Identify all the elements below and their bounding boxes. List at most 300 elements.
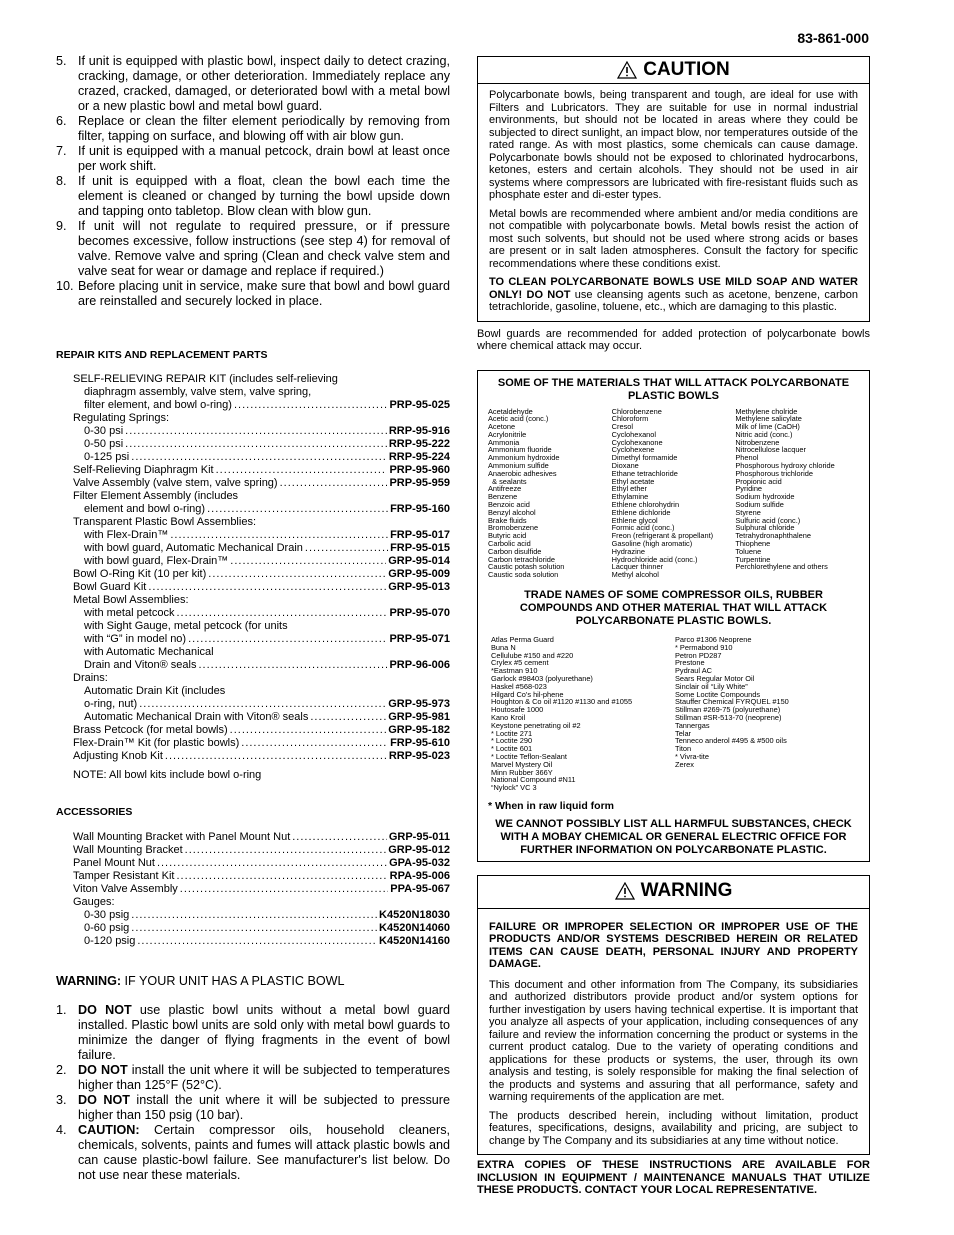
part-row [73, 386, 450, 399]
part-label: filter element, and bowl o-ring) [84, 399, 232, 411]
part-number: GRP-95-973 [388, 698, 450, 710]
part-label: 0-120 psig [84, 935, 136, 947]
item-number: 2. [56, 1063, 67, 1077]
dot-leader [185, 844, 387, 857]
materials-col-1 [488, 408, 612, 580]
material-item: Phenol [735, 453, 759, 463]
caution-title [478, 57, 869, 84]
part-label: 0-125 psi [84, 451, 130, 463]
dot-leader [131, 909, 377, 922]
part-label: 0-30 psi [84, 425, 124, 437]
part-number: FRP-95-610 [390, 737, 450, 749]
dot-leader [292, 831, 387, 844]
part-label: element and bowl o-ring) [84, 503, 206, 515]
dot-leader [125, 425, 387, 438]
materials-list [488, 408, 859, 580]
trade-name-item: Minn Rubber 366Y [491, 767, 553, 777]
part-number: RRP-95-023 [388, 750, 450, 762]
dot-leader [305, 542, 388, 555]
material-item: Methylene cholride [735, 406, 798, 416]
trade-name-item: * Vivra-tite [675, 751, 709, 761]
part-row [73, 685, 450, 698]
bowl-guards-note: Bowl guards are recommended for added protection of polycarbonate bowls where chemical attack may occur. [477, 327, 870, 352]
caution-body [478, 84, 869, 321]
part-label: Metal Bowl Assemblies: [73, 594, 189, 606]
material-item: Ethlene chlorohydrin [611, 500, 680, 510]
material-item: Ethyl ether [611, 484, 648, 494]
material-item: Acetone [488, 422, 516, 432]
dot-leader [165, 750, 387, 763]
part-number: GRP-95-011 [388, 831, 450, 843]
material-item: Sulphural chloride [735, 523, 795, 533]
part-row [73, 896, 450, 909]
part-row [73, 529, 450, 542]
part-number: FRP-95-017 [390, 529, 450, 541]
maintenance-steps [56, 54, 450, 309]
trade-name-item: Garlock #98403 (polyurethane) [491, 674, 593, 684]
maintenance-step [56, 219, 450, 279]
material-item: Chloroform [611, 414, 649, 424]
part-row [73, 399, 450, 412]
material-item: Carbon disulfide [488, 546, 542, 556]
dot-leader [310, 711, 386, 724]
part-label: Drain and Viton® seals [84, 659, 197, 671]
material-item: Phosphorous hydroxy chloride [735, 461, 835, 471]
dot-leader [125, 438, 387, 451]
part-number: RRP-95-916 [388, 425, 450, 437]
part-label: Automatic Drain Kit (includes [84, 685, 226, 697]
caution-clean-text: use cleansing agents such as acetone, benzene, carbon tetrachloride, gasoline, toluene, etc., which are damaging to this plastic. [489, 288, 859, 313]
material-item: Cyclohexanone [611, 437, 663, 447]
trade-names-title: TRADE NAMES OF SOME COMPRESSOR OILS, RUBBER COMPOUNDS AND OTHER MATERIAL THAT WILL ATTACK POLYCARBONATE PLASTIC BOWLS. [519, 589, 828, 628]
material-item: Sodium sulfide [735, 500, 784, 510]
dot-leader [131, 451, 387, 464]
material-item: Nitrobenzene [735, 437, 780, 447]
dot-leader [139, 698, 386, 711]
dot-leader [148, 581, 386, 594]
part-row [73, 844, 450, 857]
dot-leader [216, 464, 388, 477]
part-row [73, 922, 450, 935]
step-text: Replace or clean the filter element periodically by removing from filter, tapping on surface, and blowing off with air blow gun. [78, 114, 450, 143]
material-item: Anaerobic adhesives [488, 468, 557, 478]
part-row [73, 594, 450, 607]
material-item: Cyclohexene [611, 445, 655, 455]
item-number: 3. [56, 1093, 67, 1107]
dot-leader [230, 724, 387, 737]
item-text: Certain compressor oils, household cleaners, chemicals, solvents, paints and fumes will attack plastic bowls and can cause plastic-bowl failure. See manufacturer's list below. Do not use near these materials. [78, 1123, 450, 1182]
warning-paragraph-2: The products described herein, including without limitation, product features, specifications, designs, availability and pricing, are subject to change by The Company and its subsidiaries at any time without notice. [489, 1109, 858, 1147]
part-number: K4520N14160 [379, 935, 450, 947]
trade-name-item: * Loctite 601 [491, 744, 533, 754]
material-item: Ammonia [488, 437, 520, 447]
maintenance-step [56, 54, 450, 114]
trade-name-item: National Compound #N11 [491, 775, 576, 785]
dot-leader [137, 935, 377, 948]
warning-paragraph-1: This document and other information from The Company, its subsidiaries and authorized distributors provide product and/or system options for further investigation by users having technical expertise. It is important that you analyze all aspects of your application, including consequences of any failure and review the information concerning the product or systems in the current product catalog. Due to the variety of operating conditions and applications for these products or systems, the user, through its own analysis and testing, is solely responsible for making the final selection of the products and systems and assuring that all performance, safety and warning requirements of the application are met. [489, 978, 858, 1104]
part-row [73, 464, 450, 477]
accessories-heading: ACCESSORIES [56, 806, 133, 818]
material-item: Nitrocellulose lacquer [735, 445, 806, 455]
material-item: Antifreeze [488, 484, 522, 494]
part-label: Valve Assembly (valve stem, valve spring) [73, 477, 278, 489]
maintenance-step [56, 279, 450, 309]
trade-name-item: Cellulube #150 and #220 [491, 650, 574, 660]
part-number: PRP-95-070 [389, 607, 450, 619]
warning-triangle-icon [615, 882, 635, 900]
part-row [73, 870, 450, 883]
warning-text: IF YOUR UNIT HAS A PLASTIC BOWL [121, 974, 345, 988]
part-row [73, 646, 450, 659]
part-label: with Automatic Mechanical [84, 646, 214, 658]
part-label: with Flex-Drain™ [84, 529, 169, 541]
part-label: Gauges: [73, 896, 115, 908]
trade-name-item: Zerex [675, 759, 694, 769]
part-row [73, 542, 450, 555]
part-row [73, 503, 450, 516]
trade-name-item: Buna N [491, 642, 516, 652]
part-number: GRP-95-014 [388, 555, 450, 567]
trade-name-item: Kano Kroil [491, 713, 526, 722]
part-label: o-ring, nut) [84, 698, 138, 710]
material-item: Benzene [488, 492, 518, 502]
part-number: PRP-95-071 [389, 633, 450, 645]
bowl-kits-note: NOTE: All bowl kits include bowl o-ring [73, 769, 262, 781]
step-number: 5. [56, 54, 67, 68]
part-row [73, 438, 450, 451]
part-row [73, 659, 450, 672]
trade-name-item: *Eastman 910 [491, 666, 538, 676]
warning-title [478, 876, 869, 909]
dot-leader [170, 529, 388, 542]
material-item: Propionic acid [735, 476, 782, 486]
item-text: install the unit where it will be subjected to temperatures higher than 125°F (52°C). [78, 1063, 450, 1092]
material-item: Thiophene [735, 539, 771, 549]
trade-name-item: Keystone penetrating oil #2 [491, 720, 581, 730]
repair-kits-list [73, 373, 450, 763]
item-text: use plastic bowl units without a metal bowl guard installed. Plastic bowl units are sold only with metal bowl guards to minimize the danger of flying fragments in the event of bowl failure. [78, 1003, 450, 1062]
caution-paragraph-3 [489, 276, 858, 314]
step-text: If unit will not regulate to required pressure, or if pressure becomes excessive, follow instructions (see step 4) for removal of valve. Remove valve and spring (Clean and check valve stem and valve seat for wear or damage and replace if required.) [78, 219, 450, 278]
part-label: with metal petcock [84, 607, 175, 619]
part-row [73, 581, 450, 594]
material-item: Butyric acid [488, 531, 527, 541]
part-label: Tamper Resistant Kit [73, 870, 175, 882]
material-item: Benzoic acid [488, 500, 530, 510]
trade-name-item: Titon [675, 744, 692, 754]
part-number: GRP-95-013 [388, 581, 450, 593]
part-row [73, 412, 450, 425]
material-item: Brake fluids [488, 515, 527, 525]
material-item: Tetrahydronaphthalene [735, 531, 811, 541]
material-item: Dimethyl formamide [611, 453, 678, 463]
materials-box [477, 370, 870, 862]
item-emphasis: DO NOT [78, 1063, 128, 1077]
step-number: 10. [56, 279, 74, 293]
dot-leader [280, 477, 388, 490]
part-label: Adjusting Knob Kit [73, 750, 163, 762]
trade-name-item: * Permabond 910 [675, 642, 733, 652]
caution-paragraph-1: Polycarbonate bowls, being transparent and tough, are ideal for use with Filters and Lubricators. They are suitable for use in normal industrial environments, but should not be located in areas where they could be subjected to direct sunlight, an impact blow, nor temperatures outside of the rated range. As with most plastics, some chemicals can cause damage. Polycarbonate bowls should not be exposed to chlorinated hydrocarbons, ketones, esters and certain alcohols. They should not be used in air systems where compressors are lubricated with fire-resistant fluids such as phosphate ester and di-ester types. [489, 89, 858, 201]
part-label: Automatic Mechanical Drain with Viton® seals [84, 711, 309, 723]
material-item: Pyridine [735, 484, 763, 494]
caution-box [477, 56, 870, 322]
part-row [73, 477, 450, 490]
part-label: Transparent Plastic Bowl Assemblies: [73, 516, 256, 528]
part-number: RPA-95-006 [389, 870, 450, 882]
trade-name-item: Tenneco anderol #495 & #500 oils [675, 736, 787, 746]
part-label: Filter Element Assembly (includes [73, 490, 239, 502]
material-item: Styrene [735, 507, 761, 517]
trade-name-item: Atlas Perma Guard [491, 635, 554, 645]
part-label: with Sight Gauge, metal petcock (for units [84, 620, 288, 632]
part-label: 0-60 psig [84, 922, 130, 934]
warning-item [56, 1063, 450, 1093]
material-item: Ammonium hydroxide [488, 453, 560, 463]
step-text: Before placing unit in service, make sure that bowl and bowl guard are reinstalled and securely locked in place. [78, 279, 450, 308]
item-emphasis: CAUTION: [78, 1123, 140, 1137]
trade-name-item: Some Loctite Compounds [675, 689, 761, 699]
material-item: Phosphorous trichloride [735, 468, 813, 478]
trade-name-item: * Loctite Teflon-Sealant [491, 751, 567, 761]
part-row [73, 935, 450, 948]
maintenance-step [56, 174, 450, 219]
part-number: PPA-95-067 [390, 883, 450, 895]
part-number: PRP-95-025 [389, 399, 450, 411]
part-label: Flex-Drain™ Kit (for plastic bowls) [73, 737, 240, 749]
item-emphasis: DO NOT [78, 1003, 132, 1017]
part-number: GRP-95-009 [388, 568, 450, 580]
trade-name-item: Tannergas [675, 720, 710, 730]
material-item: Gasoline (high aromatic) [611, 539, 693, 549]
part-row [73, 909, 450, 922]
dot-leader [157, 857, 387, 870]
material-item: Ammonium sulfide [488, 461, 549, 471]
trade-names-col-1 [491, 636, 675, 792]
dot-leader [131, 922, 377, 935]
trade-name-item: Parco #1306 Neoprene [675, 635, 752, 645]
material-item: Hydrazine [611, 546, 645, 556]
warning-box [477, 875, 870, 1156]
part-row [73, 711, 450, 724]
extra-copies-notice: EXTRA COPIES OF THESE INSTRUCTIONS ARE AVAILABLE FOR INCLUSION IN EQUIPMENT / MAINTENANCE MANUALS THAT UTILIZE THESE PRODUCTS. CONTACT YOUR LOCAL REPRESENTATIVE. [477, 1159, 870, 1197]
material-item: Ethylamine [611, 492, 649, 502]
trade-name-item: * Loctite 271 [491, 728, 533, 738]
dot-leader [180, 883, 389, 896]
part-row [73, 490, 450, 503]
part-number: FRP-95-015 [390, 542, 450, 554]
part-label: Bowl O-Ring Kit (10 per kit) [73, 568, 207, 580]
material-item: Ethane tetrachloride [611, 468, 678, 478]
material-item: Perchlorethylene and others [735, 562, 828, 572]
dot-leader [198, 659, 387, 672]
warning-bold-statement: FAILURE OR IMPROPER SELECTION OR IMPROPER USE OF THE PRODUCTS AND/OR SYSTEMS DESCRIBED HEREIN OR RELATED ITEMS CAN CAUSE DEATH, PERSONAL INJURY AND PROPERTY DAMAGE. [489, 920, 858, 971]
caution-clean-bold: TO CLEAN POLYCARBONATE BOWLS USE MILD SOAP AND WATER ONLY! DO NOT [489, 276, 858, 301]
part-label: with bowl guard, Automatic Mechanical Drain [84, 542, 303, 554]
material-item: Ethlene glycol [611, 515, 658, 525]
trade-name-item: Pydraul AC [675, 666, 712, 676]
material-item: Carbon tetrachloride [488, 554, 555, 564]
raw-liquid-note: * When in raw liquid form [488, 799, 614, 812]
material-item: Ammonium fluoride [488, 445, 552, 455]
item-number: 4. [56, 1123, 67, 1137]
item-emphasis: DO NOT [78, 1093, 130, 1107]
step-number: 6. [56, 114, 67, 128]
part-number: PRP-96-006 [389, 659, 450, 671]
part-label: Panel Mount Nut [73, 857, 155, 869]
part-label: diaphragm assembly, valve stem, valve spring, [84, 386, 312, 398]
material-item: Benzyl alcohol [488, 507, 536, 517]
material-item: Methyl alcohol [611, 570, 659, 580]
trade-name-item: Sinclair oil “Lily White” [675, 681, 748, 691]
part-number: K4520N18030 [379, 909, 450, 921]
material-item: Sulfuric acid (conc.) [735, 515, 801, 525]
left-column [56, 54, 450, 1183]
part-row [73, 750, 450, 763]
part-row [73, 698, 450, 711]
material-item: Cyclohexanol [611, 429, 657, 439]
dot-leader [230, 555, 386, 568]
maintenance-step [56, 144, 450, 174]
step-number: 7. [56, 144, 67, 158]
part-row [73, 555, 450, 568]
material-item: Caustic potash solution [488, 562, 565, 572]
part-label: Self-Relieving Diaphragm Kit [73, 464, 214, 476]
part-label: 0-30 psig [84, 909, 130, 921]
material-item: Freon (refrigerant & propellant) [611, 531, 714, 541]
right-column [477, 56, 870, 1197]
part-label: Wall Mounting Bracket [73, 844, 183, 856]
material-item: Sodium hydroxide [735, 492, 795, 502]
material-item: Bromobenzene [488, 523, 539, 533]
part-label: Bowl Guard Kit [73, 581, 147, 593]
warning-item [56, 1123, 450, 1183]
material-item: Nitric acid (conc.) [735, 429, 793, 439]
dot-leader [188, 633, 387, 646]
part-label: SELF-RELIEVING REPAIR KIT (includes self-relieving [73, 373, 338, 385]
material-item: Dioxane [611, 461, 639, 471]
dot-leader [207, 503, 388, 516]
part-row [73, 857, 450, 870]
part-label: Viton Valve Assembly [73, 883, 178, 895]
warning-triangle-icon [617, 61, 637, 79]
dot-leader [234, 399, 387, 412]
trade-name-item: Stauffer Chemical FYRQUEL #150 [675, 697, 789, 707]
caution-paragraph-2: Metal bowls are recommended where ambient and/or media conditions are not compatible with polycarbonate bowls. Metal bowls resist the action of most such solvents, but should not be used where strong acids or bases are present or in salt laden atmospheres. Consult the factory for specific recommendations where these conditions exist. [489, 207, 858, 270]
part-row [73, 516, 450, 529]
material-item: Lacquer thinner [611, 562, 664, 572]
dot-leader [176, 607, 387, 620]
trade-name-item: “Nylock” VC 3 [491, 783, 537, 793]
dot-leader [241, 737, 388, 750]
plastic-bowl-warning-list [56, 1003, 450, 1183]
part-number: PRP-95-959 [389, 477, 450, 489]
part-number: K4520N14060 [379, 922, 450, 934]
trade-name-item: Telar [675, 728, 692, 738]
trade-name-item: * Loctite 290 [491, 736, 533, 746]
part-row [73, 672, 450, 685]
accessories-list [73, 831, 450, 948]
part-row [73, 737, 450, 750]
warning-label: WARNING: [56, 974, 122, 988]
part-row [73, 607, 450, 620]
material-item: Hydrochloride acid (conc.) [611, 554, 698, 564]
document-number: 83-861-000 [797, 30, 869, 46]
part-row [73, 633, 450, 646]
trade-name-item: Stillman #269-75 (polyurethane) [675, 705, 781, 715]
part-row [73, 883, 450, 896]
material-item: Acetic acid (conc.) [488, 414, 549, 424]
materials-title: SOME OF THE MATERIALS THAT WILL ATTACK POLYCARBONATE PLASTIC BOWLS [497, 376, 850, 402]
step-text: If unit is equipped with a float, clean the bowl each time the element is cleaned or changed by turning the bowl upside down and tapping onto tabletop. Blow clean with blow gun. [78, 174, 450, 218]
part-number: RRP-95-222 [388, 438, 450, 450]
material-item: Cresol [611, 422, 634, 432]
material-item: Carbolic acid [488, 539, 531, 549]
warning-title-text: WARNING [640, 879, 733, 901]
material-item: Ethlene dichloride [611, 507, 671, 517]
part-row [73, 724, 450, 737]
trade-name-item: Petron PD287 [675, 650, 722, 660]
caution-title-text: CAUTION [643, 59, 730, 80]
material-item: Milk of lime (CaOH) [735, 422, 800, 432]
step-text: If unit is equipped with a manual petcock, drain bowl at least once per work shift. [78, 144, 450, 173]
part-number: GPA-95-032 [389, 857, 450, 869]
part-number: GRP-95-182 [388, 724, 450, 736]
part-row [73, 568, 450, 581]
item-number: 1. [56, 1003, 67, 1017]
dot-leader [176, 870, 387, 883]
cannot-list-notice: WE CANNOT POSSIBLY LIST ALL HARMFUL SUBSTANCES, CHECK WITH A MOBAY CHEMICAL OR GENERAL ELECTRIC OFFICE FOR FURTHER INFORMATION ON POLYCARBONATE PLASTIC. [495, 817, 852, 856]
part-row [73, 831, 450, 844]
part-row [73, 425, 450, 438]
trade-name-item: Haskel #568-023 [491, 681, 547, 691]
materials-col-3 [735, 408, 859, 580]
part-row [73, 451, 450, 464]
part-number: PRP-95-960 [389, 464, 450, 476]
trade-name-item: Prestone [675, 658, 705, 668]
part-label: 0-50 psi [84, 438, 124, 450]
part-label: with “G” in model no) [84, 633, 187, 645]
part-number: GRP-95-981 [388, 711, 450, 723]
material-item: Ethyl acetate [611, 476, 655, 486]
warning-item [56, 1093, 450, 1123]
material-item: Toluene [735, 546, 762, 556]
material-item: Caustic soda solution [488, 570, 559, 580]
warning-item [56, 1003, 450, 1063]
part-label: Drains: [73, 672, 108, 684]
material-item: Acetaldehyde [488, 406, 533, 416]
trade-name-item: Houghton & Co oil #1120 #1130 and #1055 [491, 697, 633, 707]
part-label: with bowl guard, Flex-Drain™ [84, 555, 229, 567]
part-number: RRP-95-224 [388, 451, 450, 463]
trade-name-item: Sears Regular Motor Oil [675, 674, 755, 684]
materials-col-2 [612, 408, 736, 580]
material-item: Turpentine [735, 554, 771, 564]
part-row [73, 373, 450, 386]
part-label: Brass Petcock (for metal bowls) [73, 724, 228, 736]
step-number: 8. [56, 174, 67, 188]
part-number: FRP-95-160 [390, 503, 450, 515]
material-item: Chlorobenzene [611, 406, 662, 416]
part-label: Regulating Springs: [73, 412, 170, 424]
part-row [73, 620, 450, 633]
material-item: & sealants [488, 476, 527, 486]
material-item: Formic acid (conc.) [611, 523, 675, 533]
material-item: Acrylonitrile [488, 429, 527, 439]
trade-names-list [488, 636, 859, 792]
step-number: 9. [56, 219, 67, 233]
step-text: If unit is equipped with plastic bowl, inspect daily to detect crazing, cracking, damage, or other deterioration. Immediately replace any crazed, cracked, damaged, or deteriorated bowl with a metal bowl or a new plastic bowl and metal bowl guard. [78, 54, 450, 113]
